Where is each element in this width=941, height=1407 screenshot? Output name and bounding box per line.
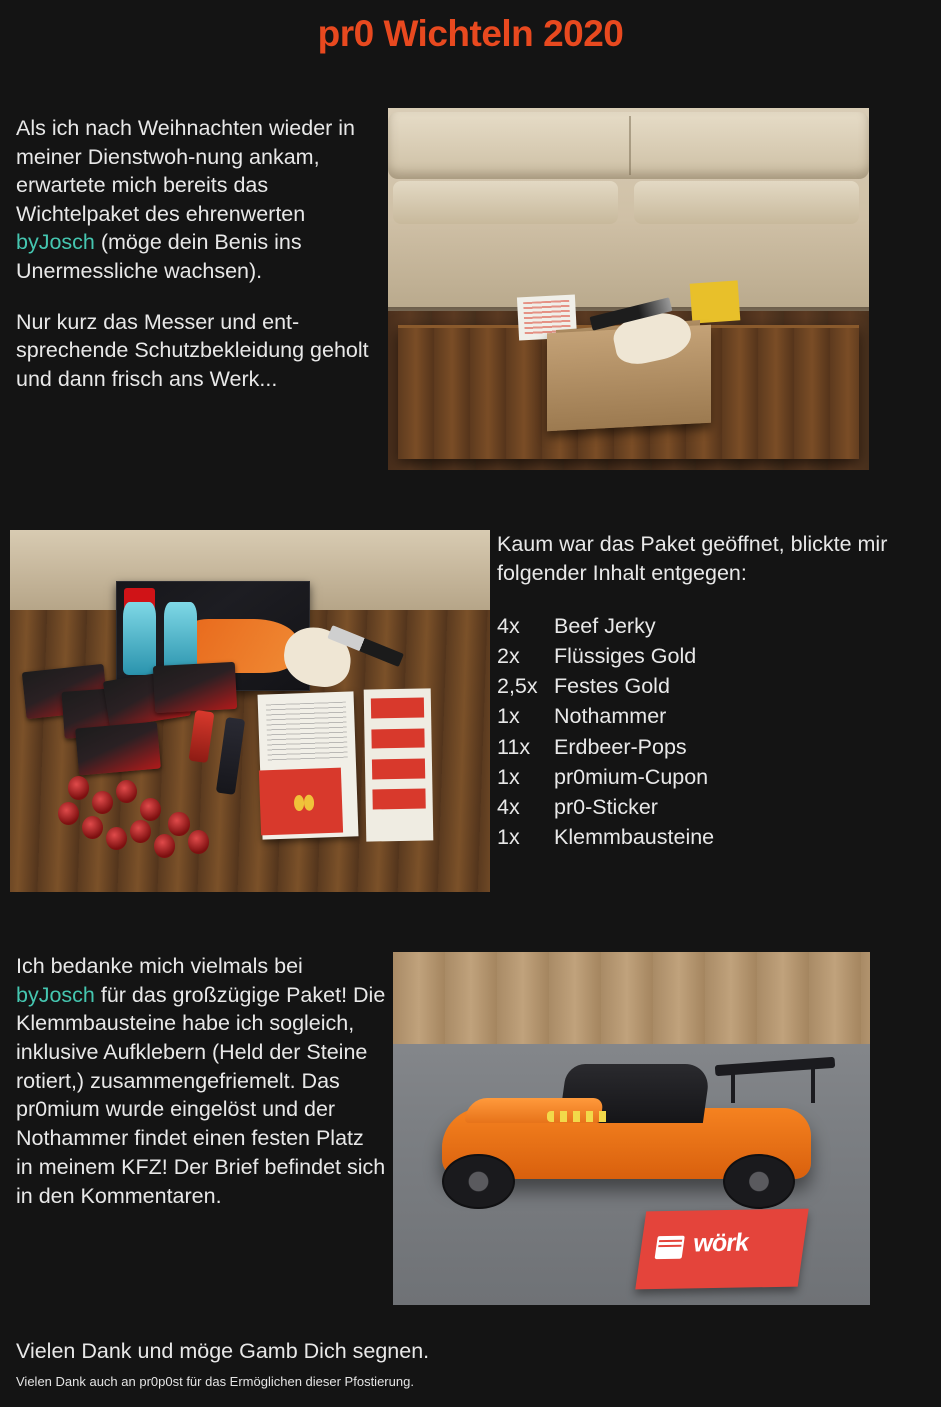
item-name: Festes Gold [554,674,670,699]
thanks-text-post: für das großzügige Paket! Die Klemmbausteine habe ich sogleich, inklusive Aufklebern (Held der Steine rotiert,) zusammengefriemelt. Das pr0mium wurde eingelöst und der Nothammer findet einen festen Platz in meinem KFZ! Der Brief befindet sich in den Kommentaren. [16,982,386,1208]
wing-support [811,1069,815,1103]
user-mention-byjosch[interactable]: byJosch [16,982,95,1007]
item-name: pr0mium-Cupon [554,764,709,789]
list-item [497,822,937,852]
strawberry-pop [188,830,209,854]
item-quantity: 2x [497,644,520,669]
spray-can-1 [123,602,157,674]
couch-cushion-left [393,181,618,224]
item-quantity: 2,5x [497,674,538,699]
list-item [497,732,937,762]
section-contents [0,530,941,900]
list-item [497,762,937,792]
rear-wheel [723,1154,795,1209]
strawberry-pop [92,791,113,815]
item-name: Nothammer [554,704,667,729]
item-name: Klemmbausteine [554,824,715,849]
intro-paragraph-1 [16,114,376,286]
lego-technic-car [426,1058,827,1213]
front-wheel [442,1154,514,1209]
item-name: Erdbeer-Pops [554,734,687,759]
footer-credit: Vielen Dank auch an pr0p0st für das Ermöglichen dieser Pfostierung. [16,1373,414,1389]
strawberry-pop [68,776,89,800]
page-title: pr0 Wichteln 2020 [317,13,624,54]
item-quantity: 1x [497,704,520,729]
sticker [371,698,425,719]
item-quantity: 11x [497,734,531,759]
section-intro [0,104,941,469]
sticker [371,728,425,749]
intro-paragraph-2: Nur kurz das Messer und ent-sprechende Schutzbekleidung geholt und dann frisch ans Werk... [16,309,369,391]
item-name: Beef Jerky [554,614,656,639]
envelope-icon [654,1235,685,1259]
thanks-text-pre: Ich bedanke mich vielmals bei [16,954,303,978]
couch [388,108,869,311]
strawberry-pop [154,834,175,858]
item-name: Flüssiges Gold [554,644,697,669]
beef-jerky-pack [75,722,160,776]
item-name: pr0-Sticker [554,794,658,819]
couch-backrest [388,112,868,179]
sticker-sheet [364,689,434,842]
red-greeting-card [258,768,342,836]
section-thanks [0,948,941,1298]
strawberry-pop [58,802,79,826]
work-card-label: wörk [691,1227,751,1257]
photo-lego-car[interactable] [393,952,870,1305]
strawberry-pop [116,780,137,804]
intro-paragraph-1-post: (möge dein Benis ins Unermessliche wachsen). [16,230,302,283]
footer-thanks: Vielen Dank und möge Gamb Dich segnen. [16,1339,430,1363]
intro-text-column [16,114,376,393]
contents-text-column [497,530,937,852]
list-item [497,641,937,671]
contents-intro: Kaum war das Paket geöffnet, blickte mir folgender Inhalt entgegen: [497,532,888,585]
work-card [635,1208,809,1288]
user-mention-byjosch[interactable]: byJosch [16,230,95,255]
sticker [372,759,426,780]
sticker [372,789,426,810]
yellow-package-label [690,280,741,323]
item-quantity: 4x [497,794,520,819]
item-quantity: 4x [497,614,520,639]
couch-cushion-right [634,181,859,224]
list-item [497,671,937,701]
photo-package-contents[interactable] [10,530,490,892]
strawberry-pop [168,812,189,836]
footer [16,1338,916,1389]
intro-paragraph-1-pre: Als ich nach Weihnachten wieder in meiner Dienstwoh-nung ankam, erwartete mich bereits das Wichtelpaket des ehrenwerten [16,116,356,226]
wing-support [731,1069,735,1103]
contents-item-list [497,611,937,852]
list-item [497,792,937,822]
strawberry-pop [140,798,161,822]
beef-jerky-pack [153,662,237,713]
strawberry-pop [130,820,151,844]
item-quantity: 1x [497,824,520,849]
list-item [497,701,937,731]
thanks-text-column [16,952,386,1210]
list-item [497,611,937,641]
item-quantity: 1x [497,764,520,789]
engine-detail [547,1111,611,1122]
wooden-surface [393,952,870,1044]
photo-package-on-table[interactable] [388,108,869,470]
